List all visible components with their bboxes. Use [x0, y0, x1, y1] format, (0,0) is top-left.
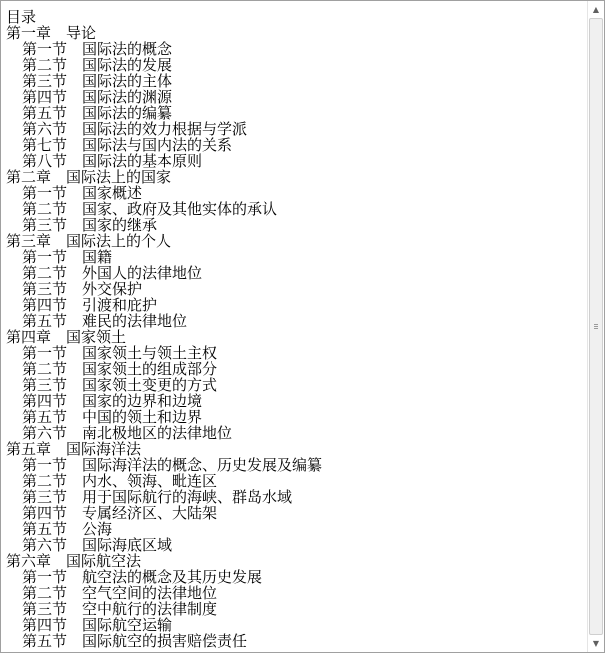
toc-section-line: 第二节 外国人的法律地位 — [22, 264, 203, 282]
toc-section-line: 第三节 外交保护 — [22, 280, 143, 298]
vertical-scrollbar[interactable] — [587, 1, 604, 652]
toc-chapter-line: 第六章 国际航空法 — [6, 552, 142, 570]
toc-section-line: 第一节 国家概述 — [22, 184, 143, 202]
toc-section-line: 第二节 国际法的发展 — [22, 56, 173, 74]
toc-section-line: 第一节 国际法的概念 — [22, 40, 173, 58]
toc-section-line: 第一节 国际海洋法的概念、历史发展及编纂 — [22, 456, 323, 474]
toc-section-line: 第三节 国家领土变更的方式 — [22, 376, 218, 394]
toc-text-area[interactable] — [1, 1, 587, 652]
toc-list — [1, 25, 587, 649]
scroll-down-arrow-icon[interactable]: ▼ — [592, 639, 600, 648]
toc-section-line: 第八节 国际法的基本原则 — [22, 152, 203, 170]
toc-chapter-line: 第一章 导论 — [6, 24, 97, 42]
toc-section-line: 第五节 国际法的编纂 — [22, 104, 173, 122]
toc-chapter-line: 第三章 国际法上的个人 — [6, 232, 172, 250]
toc-section-line: 第四节 专属经济区、大陆架 — [22, 504, 218, 522]
toc-section-line: 第一节 航空法的概念及其历史发展 — [22, 568, 263, 586]
toc-section-line: 第二节 国家、政府及其他实体的承认 — [22, 200, 278, 218]
toc-chapter-line: 第五章 国际海洋法 — [6, 440, 142, 458]
toc-section-line: 第三节 用于国际航行的海峡、群岛水域 — [22, 488, 293, 506]
toc-section-line: 第三节 空中航行的法律制度 — [22, 600, 218, 618]
toc-chapter-line: 第四章 国家领土 — [6, 328, 127, 346]
toc-title: 目录 — [6, 8, 37, 26]
toc-section-line: 第一节 国家领土与领土主权 — [22, 344, 218, 362]
toc-section-line: 第一节 国籍 — [22, 248, 113, 266]
toc-section-line: 第二节 国家领土的组成部分 — [22, 360, 218, 378]
scrollbar-grip-icon — [594, 324, 598, 330]
toc-section-line: 第三节 国际法的主体 — [22, 72, 173, 90]
toc-section-line: 第六节 国际法的效力根据与学派 — [22, 120, 248, 138]
toc-section-line: 第六节 南北极地区的法律地位 — [22, 424, 233, 442]
toc-chapter-line: 第二章 国际法上的国家 — [6, 168, 172, 186]
toc-section-line: 第三节 国家的继承 — [22, 216, 158, 234]
toc-section-line: 第二节 空气空间的法律地位 — [22, 584, 218, 602]
scrollbar-thumb[interactable] — [589, 18, 603, 635]
toc-section-line: 第四节 国际航空运输 — [22, 616, 173, 634]
toc-section-line: 第五节 难民的法律地位 — [22, 312, 188, 330]
toc-section-line: 第四节 国际法的渊源 — [22, 88, 173, 106]
toc-section-line: 第五节 国际航空的损害赔偿责任 — [22, 632, 248, 650]
toc-section-line: 第五节 中国的领土和边界 — [22, 408, 203, 426]
toc-section-line: 第二节 内水、领海、毗连区 — [22, 472, 218, 490]
scroll-up-arrow-icon[interactable]: ▲ — [592, 5, 600, 14]
toc-section-line: 第七节 国际法与国内法的关系 — [22, 136, 233, 154]
scrollbar-track[interactable] — [589, 18, 603, 635]
toc-section-line: 第四节 引渡和庇护 — [22, 296, 158, 314]
toc-section-line: 第四节 国家的边界和边境 — [22, 392, 203, 410]
toc-section-line: 第五节 公海 — [22, 520, 113, 538]
toc-section-line: 第六节 国际海底区域 — [22, 536, 173, 554]
